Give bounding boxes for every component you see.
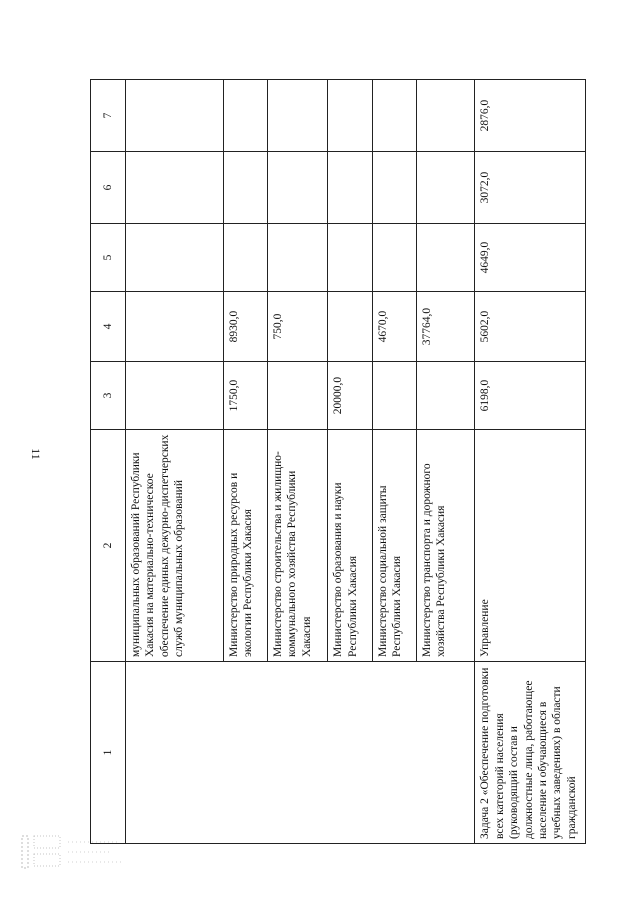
cell-value — [223, 80, 267, 152]
cell-value — [223, 224, 267, 292]
cell-value — [126, 152, 224, 224]
cell-value — [416, 80, 475, 152]
cell-value: 1750,0 — [223, 362, 267, 430]
cell-value — [126, 362, 224, 430]
cell-value: 6198,0 — [475, 362, 586, 430]
header-cell: 6 — [91, 152, 126, 224]
table-row — [126, 80, 224, 844]
table-row — [475, 80, 586, 844]
cell-value — [372, 80, 416, 152]
cell-value — [267, 362, 328, 430]
cell-executor: Министерство социальной защиты Республики Хакасия — [372, 430, 416, 662]
cell-value: 3072,0 — [475, 152, 586, 224]
cell-value — [126, 80, 224, 152]
document-table-region — [90, 80, 586, 844]
cell-value — [416, 224, 475, 292]
cell-value: 4670,0 — [372, 292, 416, 362]
cell-value: 750,0 — [267, 292, 328, 362]
cell-value — [267, 224, 328, 292]
cell-task — [126, 662, 475, 844]
cell-value — [328, 80, 372, 152]
rotated-table-container — [90, 80, 586, 844]
cell-value — [372, 362, 416, 430]
cell-value — [372, 152, 416, 224]
cell-executor: Министерство образования и науки Республики Хакасия — [328, 430, 372, 662]
cell-value — [126, 224, 224, 292]
header-cell: 1 — [91, 662, 126, 844]
cell-value — [372, 224, 416, 292]
budget-table — [90, 79, 586, 844]
cell-value — [328, 224, 372, 292]
header-cell: 5 — [91, 224, 126, 292]
cell-value — [416, 152, 475, 224]
cell-value — [267, 80, 328, 152]
cell-executor: Министерство транспорта и дорожного хозяйства Республики Хакасия — [416, 430, 475, 662]
header-cell: 2 — [91, 430, 126, 662]
header-cell: 7 — [91, 80, 126, 152]
cell-executor: Министерство природных ресурсов и экологии Республики Хакасия — [223, 430, 267, 662]
cell-value — [223, 152, 267, 224]
cell-value: 37764,0 — [416, 292, 475, 362]
cell-task: Задача 2 «Обеспечение подготовки всех категорий населения (руководящий состав и должностные лица, работающее население и обучающиеся в учебных заведениях) в области гражданской — [475, 662, 586, 844]
header-cell: 4 — [91, 292, 126, 362]
header-cell: 3 — [91, 362, 126, 430]
cell-executor: Министерство строительства и жилищно-коммунального хозяйства Республики Хакасия — [267, 430, 328, 662]
cell-value: 2876,0 — [475, 80, 586, 152]
cell-executor: Управление — [475, 430, 586, 662]
header-row — [91, 80, 126, 844]
cell-value: 8930,0 — [223, 292, 267, 362]
cell-value — [416, 362, 475, 430]
cell-executor: муниципальных образований Республики Хакасия на материально-техническое обеспечение единых дежурно-диспетчерских служб муниципальных образований — [126, 430, 224, 662]
page-number: 11 — [29, 448, 43, 460]
cell-value — [328, 152, 372, 224]
cell-value — [267, 152, 328, 224]
cell-value — [126, 292, 224, 362]
cell-value — [328, 292, 372, 362]
cell-value: 5602,0 — [475, 292, 586, 362]
cell-value: 4649,0 — [475, 224, 586, 292]
cell-value: 20000,0 — [328, 362, 372, 430]
